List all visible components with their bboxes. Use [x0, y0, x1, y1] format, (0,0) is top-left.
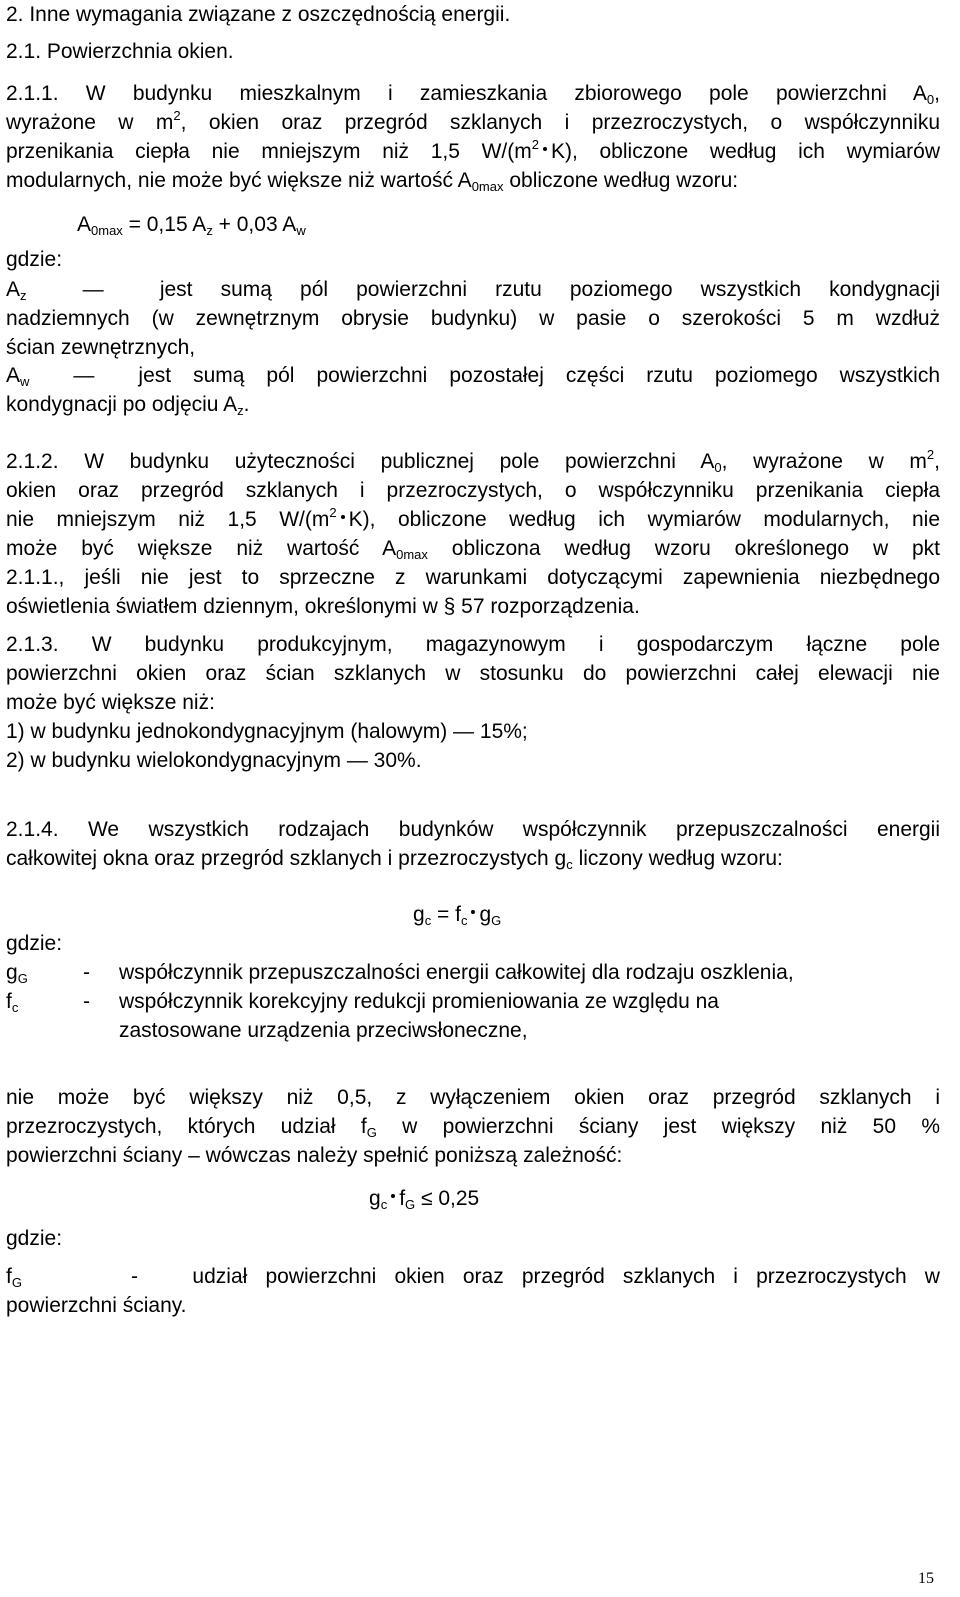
paragraph-line: modularnych, nie może być większe niż wartość $A_{0max}$ obliczone według wzoru: — [6, 169, 739, 194]
paragraph-line: przezroczystych, których udział $f_G$ w powierzchni ściany jest większy niż 50 % — [6, 1115, 941, 1140]
list-item: 1) w budynku jednokondygnacyjnym (halowym) — 15%; — [6, 720, 528, 743]
definition-az: $A_z$ — jest sumą pól powierzchni rzutu poziomego wszystkich kondygnacji — [6, 278, 940, 303]
definition-aw: kondygnacji po odjęciu $A_z$. — [6, 393, 250, 418]
definition-fg: powierzchni ściany. — [6, 1294, 187, 1317]
formula-gc-fg: $g_c$ $f_G \le 0,25$ — [369, 1187, 480, 1212]
list-item: 2) w budynku wielokondygnacyjnym — 30%. — [6, 749, 422, 772]
paragraph-line: przenikania ciepła nie mniejszym niż 1,5 $W/(m^2$ K), obliczone według ich wymiarów — [6, 137, 941, 163]
formula-a0max: $A_{0max} = 0,15$ $A_z + 0,03$ $A_w$ — [77, 213, 306, 238]
paragraph-line: 2.1.1., jeśli nie jest to sprzeczne z warunkami dotyczącymi zapewnienia niezbędnego — [6, 566, 940, 589]
gdzie-label: gdzie: — [6, 248, 63, 271]
paragraph-line: nie mniejszym niż 1,5 $W/(m^2$ K), obliczone według ich wymiarów modularnych, nie — [6, 505, 941, 531]
paragraph-line: 2.1.2. W budynku użyteczności publicznej pole powierzchni $A_0$, wyrażone w $m^2$, — [6, 447, 940, 475]
paragraph-line: 2.1.4. We wszystkich rodzajach budynków współczynnik przepuszczalności energii — [6, 818, 940, 841]
formula-gc: $g_c = f_c$ $g_G$ — [413, 903, 502, 928]
gdzie-label: gdzie: — [6, 932, 63, 955]
gdzie-label: gdzie: — [6, 1227, 63, 1250]
paragraph-line: powierzchni ściany – wówczas należy spełnić poniższą zależność: — [6, 1144, 623, 1167]
section-heading: 2. Inne wymagania związane z oszczędnością energii. — [6, 3, 511, 26]
definition-aw: $A_w$ — jest sumą pól powierzchni pozostałej części rzutu poziomego wszystkich — [6, 364, 940, 389]
definition-fg: $f_G$ - udział powierzchni okien oraz przegród szklanych i przezroczystych w — [6, 1265, 940, 1290]
definition-az: nadziemnych (w zewnętrznym obrysie budynku) w pasie o szerokości 5 m wzdłuż — [6, 307, 940, 330]
paragraph-line: powierzchni okien oraz ścian szklanych w stosunku do powierzchni całej elewacji nie — [6, 662, 940, 685]
paragraph-line: może być większe niż: — [6, 691, 215, 714]
paragraph-line: wyrażone w $m^2$, okien oraz przegród szklanych i przezroczystych, o współczynniku — [6, 108, 941, 134]
definition-az: ścian zewnętrznych, — [6, 336, 196, 359]
paragraph-line: 2.1.1. W budynku mieszkalnym i zamieszkania zbiorowego pole powierzchni $A_0$, — [6, 82, 940, 107]
paragraph-line: nie może być większy niż 0,5, z wyłączeniem okien oraz przegród szklanych i — [6, 1086, 940, 1109]
page-number: 15 — [918, 1570, 934, 1587]
paragraph-line: może być większe niż wartość $A_{0max}$ obliczona według wzoru określonego w pkt — [6, 537, 940, 562]
paragraph-line: 2.1.3. W budynku produkcyjnym, magazynowym i gospodarczym łączne pole — [6, 633, 940, 656]
paragraph-line: okien oraz przegród szklanych i przezroczystych, o współczynniku przenikania ciepła — [6, 479, 940, 502]
subsection-heading: 2.1. Powierzchnia okien. — [6, 40, 234, 63]
paragraph-line: całkowitej okna oraz przegród szklanych i przezroczystych $g_c$ liczony według wzoru: — [6, 847, 783, 872]
paragraph-line: oświetlenia światłem dziennym, określonymi w § 57 rozporządzenia. — [6, 595, 640, 618]
